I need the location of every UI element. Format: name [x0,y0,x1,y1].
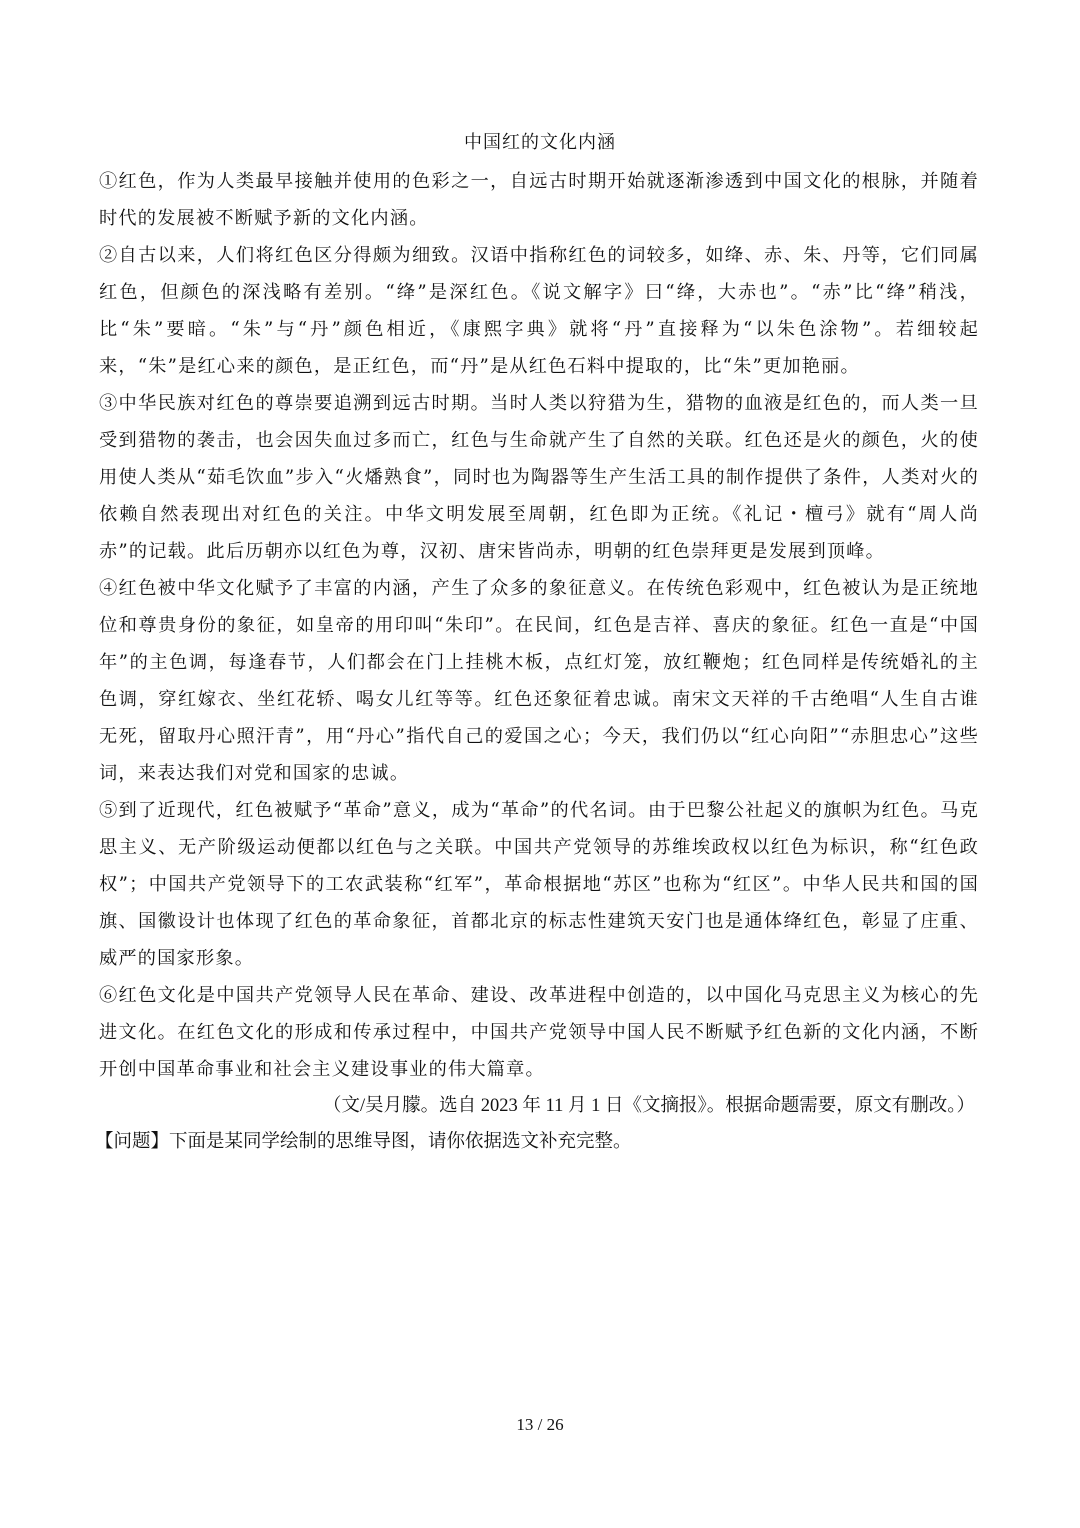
paragraph-5: ⑤到了近现代，红色被赋予“革命”意义，成为“革命”的代名词。由于巴黎公社起义的旗帜为红色。马克思主义、无产阶级运动便都以红色与之关联。中国共产党领导的苏维埃政权以红色为标识，称“红色政权”；中国共产党领导下的工农武装称“红军”，革命根据地“苏区”也称为“红区”。中华人民共和国的国旗、国徽设计也体现了红色的革命象征，首都北京的标志性建筑天安门也是通体绛红色，彰显了庄重、威严的国家形象。 [99,800,979,969]
paragraph-1: ①红色，作为人类最早接触并使用的色彩之一，自远古时期开始就逐渐渗透到中国文化的根脉，并随着时代的发展被不断赋予新的文化内涵。 [99,171,979,229]
paragraph-4: ④红色被中华文化赋予了丰富的内涵，产生了众多的象征意义。在传统色彩观中，红色被认为是正统地位和尊贵身份的象征，如皇帝的用印叫“朱印”。在民间，红色是吉祥、喜庆的象征。红色一直是“中国年”的主色调，每逢春节，人们都会在门上挂桃木板，点红灯笼，放红鞭炮；红色同样是传统婚礼的主色调，穿红嫁衣、坐红花轿、喝女儿红等等。红色还象征着忠诚。南宋文天祥的千古绝唱“人生自古谁无死，留取丹心照汗青”，用“丹心”指代自己的爱国之心；今天，我们仍以“红心向阳”“赤胆忠心”这些词，来表达我们对党和国家的忠诚。 [99,578,979,784]
paragraph-2: ②自古以来，人们将红色区分得颇为细致。汉语中指称红色的词较多，如绛、赤、朱、丹等，它们同属红色，但颜色的深浅略有差别。“绛”是深红色。《说文解字》曰“绛，大赤也”。“赤”比“绛”稍浅，比“朱”要暗。“朱”与“丹”颜色相近，《康熙字典》就将“丹”直接释为“以朱色涂物”。若细较起来，“朱”是红心来的颜色，是正红色，而“丹”是从红色石料中提取的，比“朱”更加艳丽。 [99,245,979,377]
paragraph-6: ⑥红色文化是中国共产党领导人民在革命、建设、改革进程中创造的，以中国化马克思主义为核心的先进文化。在红色文化的形成和传承过程中，中国共产党领导中国人民不断赋予红色新的文化内涵，不断开创中国革命事业和社会主义建设事业的伟大篇章。 [99,985,979,1080]
page-number: 13 / 26 [516,1415,564,1434]
question-prompt: 【问题】下面是某同学绘制的思维导图，请你依据选文补充完整。 [95,1132,632,1152]
paragraph-3: ③中华民族对红色的尊崇要追溯到远古时期。当时人类以狩猎为生，猎物的血液是红色的，而人类一旦受到猎物的袭击，也会因失血过多而亡，红色与生命就产生了自然的关联。红色还是火的颜色，火的使用使人类从“茹毛饮血”步入“火燔熟食”，同时也为陶器等生产生活工具的制作提供了条件，人类对火的依赖自然表现出对红色的关注。中华文明发展至周朝，红色即为正统。《礼记・檀弓》就有“周人尚赤”的记载。此后历朝亦以红色为尊，汉初、唐宋皆尚赤，明朝的红色崇拜更是发展到顶峰。 [99,393,979,562]
source-citation: （文/吴月朦。选自 2023 年 11 月 1 日《文摘报》。根据命题需要，原文有删改。） [323,1096,975,1116]
article-title: 中国红的文化内涵 [464,132,616,153]
article-body [95,163,979,1160]
